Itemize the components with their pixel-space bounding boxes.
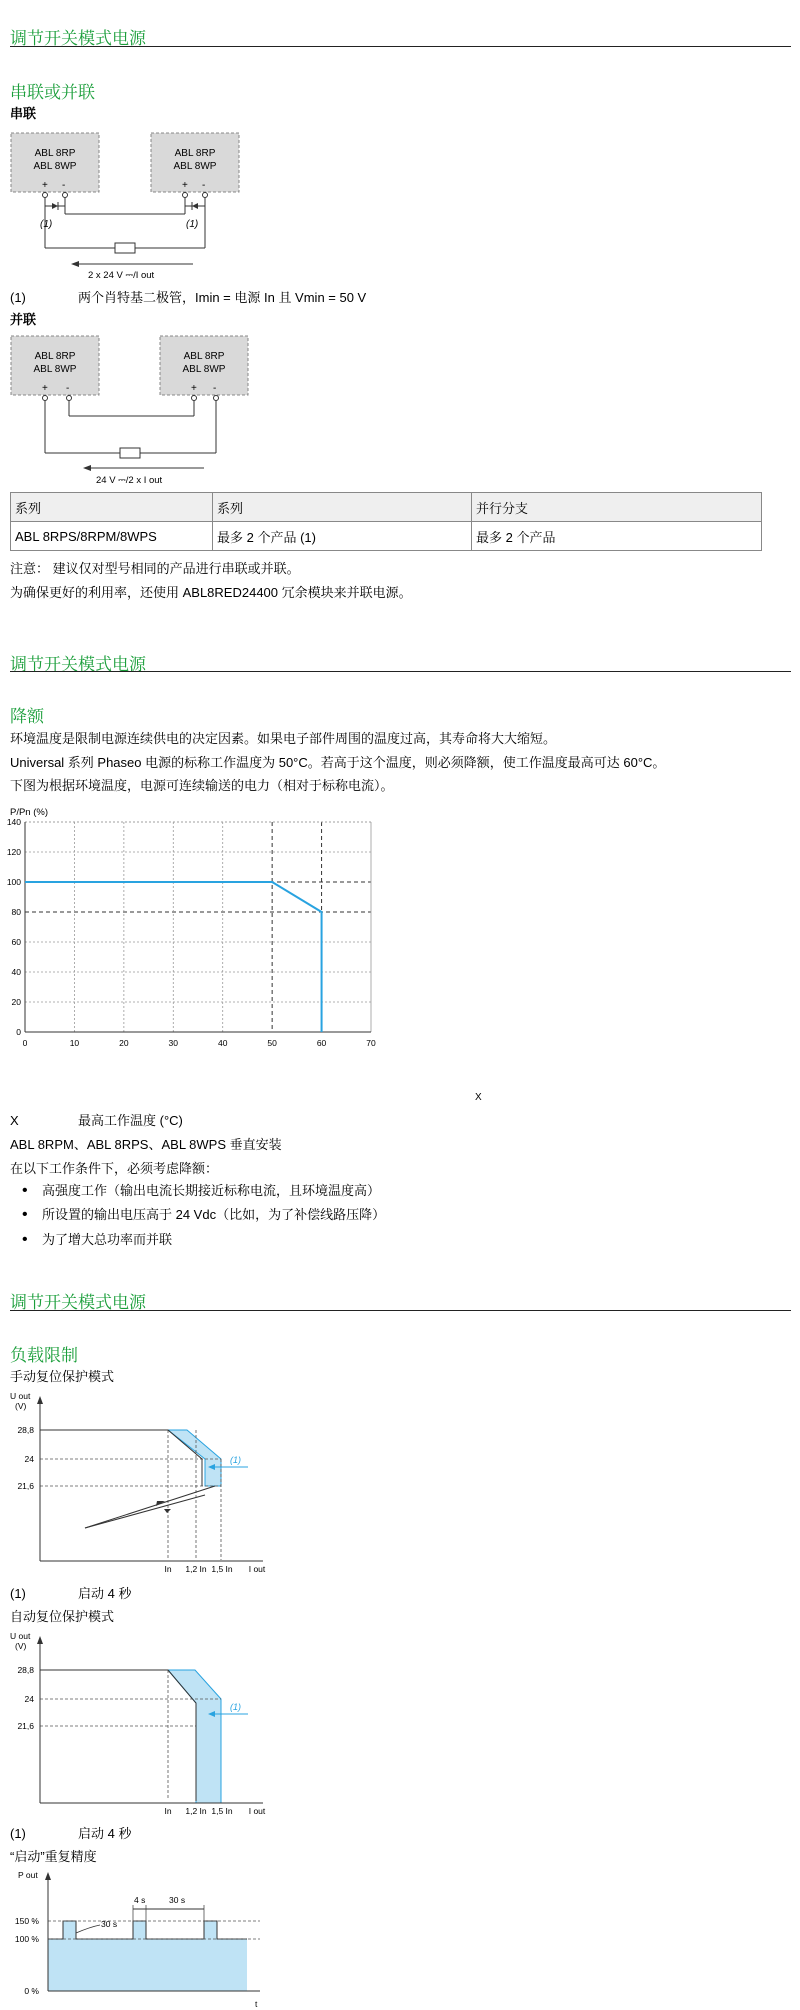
table-header-row xyxy=(11,493,762,522)
v-unit-label: (V) xyxy=(15,1641,27,1651)
module-line2: ABL 8WP xyxy=(182,364,226,375)
y-axis-label: P/Pn (%) xyxy=(10,807,49,818)
table-cell: 最多 2 个产品 xyxy=(472,522,762,551)
x-tick-label: 1,2 In xyxy=(185,1806,207,1816)
condition-bullet xyxy=(22,1207,385,1223)
minus-terminal-label: - xyxy=(202,180,206,191)
t-axis-label: t xyxy=(255,1999,258,2009)
section-divider xyxy=(10,671,791,672)
section-title: 调节开关模式电源 xyxy=(10,1293,146,1312)
x-key-description: 最高工作温度 (°C) xyxy=(78,1113,183,1128)
diode-note: (1) xyxy=(40,219,53,230)
x-axis-label: X xyxy=(475,1092,482,1102)
y-tick-label: 60 xyxy=(11,937,21,947)
callout-label: (1) xyxy=(230,1702,241,1712)
section-divider xyxy=(10,46,791,47)
x-tick-label: 40 xyxy=(217,1038,228,1048)
y-tick-label: 24 xyxy=(24,1694,34,1704)
conditions-intro: 在以下工作条件下，必须考虑降额： xyxy=(10,1161,219,1176)
y-tick-label: 28,8 xyxy=(17,1425,34,1435)
minus-terminal-label: - xyxy=(66,383,70,394)
x-tick-label: 10 xyxy=(69,1038,80,1048)
series-wiring-diagram xyxy=(8,130,248,282)
y-tick-label: 24 xyxy=(24,1454,34,1464)
table-row xyxy=(11,522,762,551)
condition-text: 为了增大总功率而并联 xyxy=(42,1232,173,1247)
module-line2: ABL 8WP xyxy=(173,161,217,172)
auto-reset-graph xyxy=(5,1628,285,1820)
y-tick-label: 21,6 xyxy=(17,1481,34,1491)
duration-4s-label: 4 s xyxy=(134,1895,146,1905)
parallel-wiring-diagram xyxy=(8,333,258,487)
y-tick-label: 140 xyxy=(6,817,21,827)
parallel-current-label: 24 V ⎓/2 x I out xyxy=(96,475,163,486)
y-tick-label: 150 % xyxy=(14,1916,39,1926)
x-tick-label: 1,5 In xyxy=(211,1806,233,1816)
x-tick-label: 70 xyxy=(366,1038,376,1048)
note-text: 启动 4 秒 xyxy=(78,1586,132,1601)
overload-zone xyxy=(168,1670,221,1803)
x-tick-label: 60 xyxy=(316,1038,327,1048)
subsection-title-series-parallel: 串联或并联 xyxy=(10,83,95,102)
derating-paragraph-3: 下图为根据环境温度，电源可连续输送的电力（相对于标称电流）。 xyxy=(10,778,394,793)
subsection-title-load-limit: 负载限制 xyxy=(10,1346,78,1365)
y-tick-label: 21,6 xyxy=(17,1721,34,1731)
module-line2: ABL 8WP xyxy=(33,161,77,172)
y-tick-label: 40 xyxy=(11,967,21,977)
y-tick-label: 80 xyxy=(11,907,21,917)
power-profile-line xyxy=(48,1921,247,1939)
series-parallel-table xyxy=(10,492,762,551)
module-line2: ABL 8WP xyxy=(33,364,77,375)
module-line1: ABL 8RP xyxy=(34,148,76,159)
boost-label: “启动”重复精度 xyxy=(10,1849,97,1864)
footnote-text: 两个肖特基二极管，Imin = 电源 In 且 Vmin = 50 V xyxy=(78,290,367,305)
derating-paragraph-2: Universal 系列 Phaseo 电源的标称工作温度为 50°C。若高于这个温度，则必须降额，使工作温度最高可达 60°C。 xyxy=(10,755,666,770)
y-tick-label: 0 xyxy=(16,1027,21,1037)
derating-chart xyxy=(5,804,490,1102)
subsection-title-derating: 降额 xyxy=(10,707,44,726)
plus-terminal-label: + xyxy=(182,180,188,191)
mounting-note: ABL 8RPM、ABL 8RPS、ABL 8WPS 垂直安装 xyxy=(10,1137,282,1152)
section-divider xyxy=(10,1310,791,1311)
y-tick-label: 28,8 xyxy=(17,1665,34,1675)
arrow-icon xyxy=(156,1501,165,1506)
condition-bullet xyxy=(22,1232,172,1248)
note-redundancy-module: 为确保更好的利用率，还使用 ABL8RED24400 冗余模块来并联电源。 xyxy=(10,585,412,600)
module-line1: ABL 8RP xyxy=(183,351,225,362)
u-out-label: U out xyxy=(10,1631,31,1641)
arrow-icon xyxy=(164,1509,171,1513)
condition-text: 高强度工作（输出电流长期接近标称电流，且环境温度高） xyxy=(42,1183,381,1198)
minus-terminal-label: - xyxy=(62,180,66,191)
x-tick-label: In xyxy=(164,1806,172,1816)
x-tick-label: 0 xyxy=(22,1038,28,1048)
condition-text: 所设置的输出电压高于 24 Vdc（比如，为了补偿线路压降） xyxy=(42,1207,386,1222)
y-tick-label: 100 % xyxy=(14,1934,39,1944)
x-tick-label: 20 xyxy=(119,1038,129,1048)
y-tick-label: 20 xyxy=(11,997,21,1007)
y-tick-label: 120 xyxy=(6,847,21,857)
x-tick-label: 1,5 In xyxy=(211,1564,233,1574)
callout-label: (1) xyxy=(230,1455,241,1465)
manual-reset-graph xyxy=(5,1388,285,1580)
x-tick-label: 30 xyxy=(168,1038,179,1048)
u-out-label: U out xyxy=(10,1391,31,1401)
footnote-number: (1) xyxy=(10,290,26,305)
derating-paragraph-1: 环境温度是限制电源连续供电的决定因素。如果电子部件周围的温度过高，其寿命将大大缩短。 xyxy=(10,731,557,746)
x-tick-label: I out xyxy=(248,1806,266,1816)
table-header-cell: 系列 xyxy=(213,493,472,522)
note-number: (1) xyxy=(10,1826,26,1841)
x-key: X xyxy=(10,1113,19,1128)
p-out-label: P out xyxy=(18,1870,38,1880)
module-line1: ABL 8RP xyxy=(34,351,76,362)
table-header-cell: 并行分支 xyxy=(472,493,762,522)
diode-note: (1) xyxy=(186,219,199,230)
derating-curve xyxy=(25,882,322,1032)
overload-zone xyxy=(168,1430,221,1486)
plus-terminal-label: + xyxy=(42,383,48,394)
current-arrow-icon xyxy=(83,465,91,471)
series-current-label: 2 x 24 V ⎓/I out xyxy=(88,270,155,281)
series-label: 串联 xyxy=(10,106,37,121)
x-tick-label: 1,2 In xyxy=(185,1564,207,1574)
boost-repetition-graph xyxy=(5,1867,275,2010)
section-title: 调节开关模式电源 xyxy=(10,29,146,48)
parallel-label: 并联 xyxy=(10,312,37,327)
v-unit-label: (V) xyxy=(15,1401,27,1411)
diode-1-icon xyxy=(52,203,58,209)
auto-reset-label: 自动复位保护模式 xyxy=(10,1609,115,1624)
table-cell: ABL 8RPS/8RPM/8WPS xyxy=(11,522,213,551)
manual-reset-label: 手动复位保护模式 xyxy=(10,1369,115,1384)
diode-2-icon xyxy=(192,203,198,209)
section-title: 调节开关模式电源 xyxy=(10,655,146,674)
module-line1: ABL 8RP xyxy=(174,148,216,159)
duration-30s-label: 30 s xyxy=(101,1919,118,1929)
y-tick-label: 100 xyxy=(6,877,21,887)
x-tick-label: 50 xyxy=(267,1038,277,1048)
table-header-cell: 系列 xyxy=(11,493,213,522)
note-number: (1) xyxy=(10,1586,26,1601)
condition-bullet xyxy=(22,1183,380,1199)
y-tick-label: 0 % xyxy=(24,1986,39,1996)
minus-terminal-label: - xyxy=(213,383,217,394)
table-cell: 最多 2 个产品 (1) xyxy=(213,522,472,551)
plus-terminal-label: + xyxy=(191,383,197,394)
x-tick-label: I out xyxy=(248,1564,266,1574)
note-text: 启动 4 秒 xyxy=(78,1826,132,1841)
plus-terminal-label: + xyxy=(42,180,48,191)
note-same-models: 注意： 建议仅对型号相同的产品进行串联或并联。 xyxy=(10,561,300,576)
x-tick-label: In xyxy=(164,1564,172,1574)
current-arrow-icon xyxy=(71,261,79,267)
duration-30s-label: 30 s xyxy=(169,1895,186,1905)
